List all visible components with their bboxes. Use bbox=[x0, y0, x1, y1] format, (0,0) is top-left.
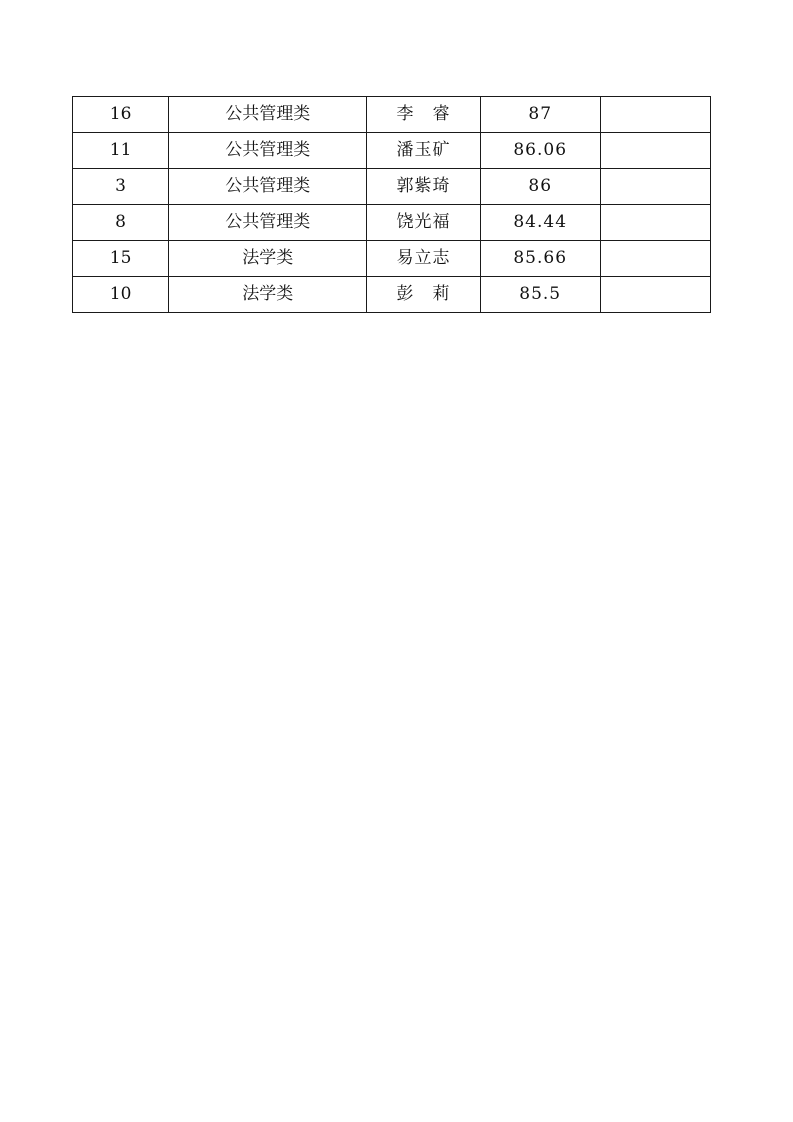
row-number-cell: 10 bbox=[73, 277, 169, 313]
note-cell bbox=[600, 97, 710, 133]
category-cell: 法学类 bbox=[169, 277, 367, 313]
table-row bbox=[73, 97, 711, 133]
name-cell: 彭 莉 bbox=[367, 277, 480, 313]
name-cell: 易立志 bbox=[367, 241, 480, 277]
score-cell: 86.06 bbox=[480, 133, 600, 169]
score-table bbox=[72, 96, 711, 313]
name-cell: 郭紫琦 bbox=[367, 169, 480, 205]
category-cell: 公共管理类 bbox=[169, 133, 367, 169]
note-cell bbox=[600, 205, 710, 241]
table-row bbox=[73, 277, 711, 313]
note-cell bbox=[600, 133, 710, 169]
note-cell bbox=[600, 169, 710, 205]
score-cell: 86 bbox=[480, 169, 600, 205]
row-number-cell: 15 bbox=[73, 241, 169, 277]
note-cell bbox=[600, 277, 710, 313]
name-cell: 李 睿 bbox=[367, 97, 480, 133]
table-row bbox=[73, 169, 711, 205]
category-cell: 公共管理类 bbox=[169, 205, 367, 241]
score-cell: 87 bbox=[480, 97, 600, 133]
score-cell: 84.44 bbox=[480, 205, 600, 241]
category-cell: 公共管理类 bbox=[169, 97, 367, 133]
table-row bbox=[73, 241, 711, 277]
row-number-cell: 11 bbox=[73, 133, 169, 169]
score-cell: 85.66 bbox=[480, 241, 600, 277]
table-row bbox=[73, 133, 711, 169]
name-cell: 饶光福 bbox=[367, 205, 480, 241]
row-number-cell: 16 bbox=[73, 97, 169, 133]
table-row bbox=[73, 205, 711, 241]
category-cell: 公共管理类 bbox=[169, 169, 367, 205]
row-number-cell: 3 bbox=[73, 169, 169, 205]
row-number-cell: 8 bbox=[73, 205, 169, 241]
category-cell: 法学类 bbox=[169, 241, 367, 277]
score-cell: 85.5 bbox=[480, 277, 600, 313]
note-cell bbox=[600, 241, 710, 277]
name-cell: 潘玉矿 bbox=[367, 133, 480, 169]
